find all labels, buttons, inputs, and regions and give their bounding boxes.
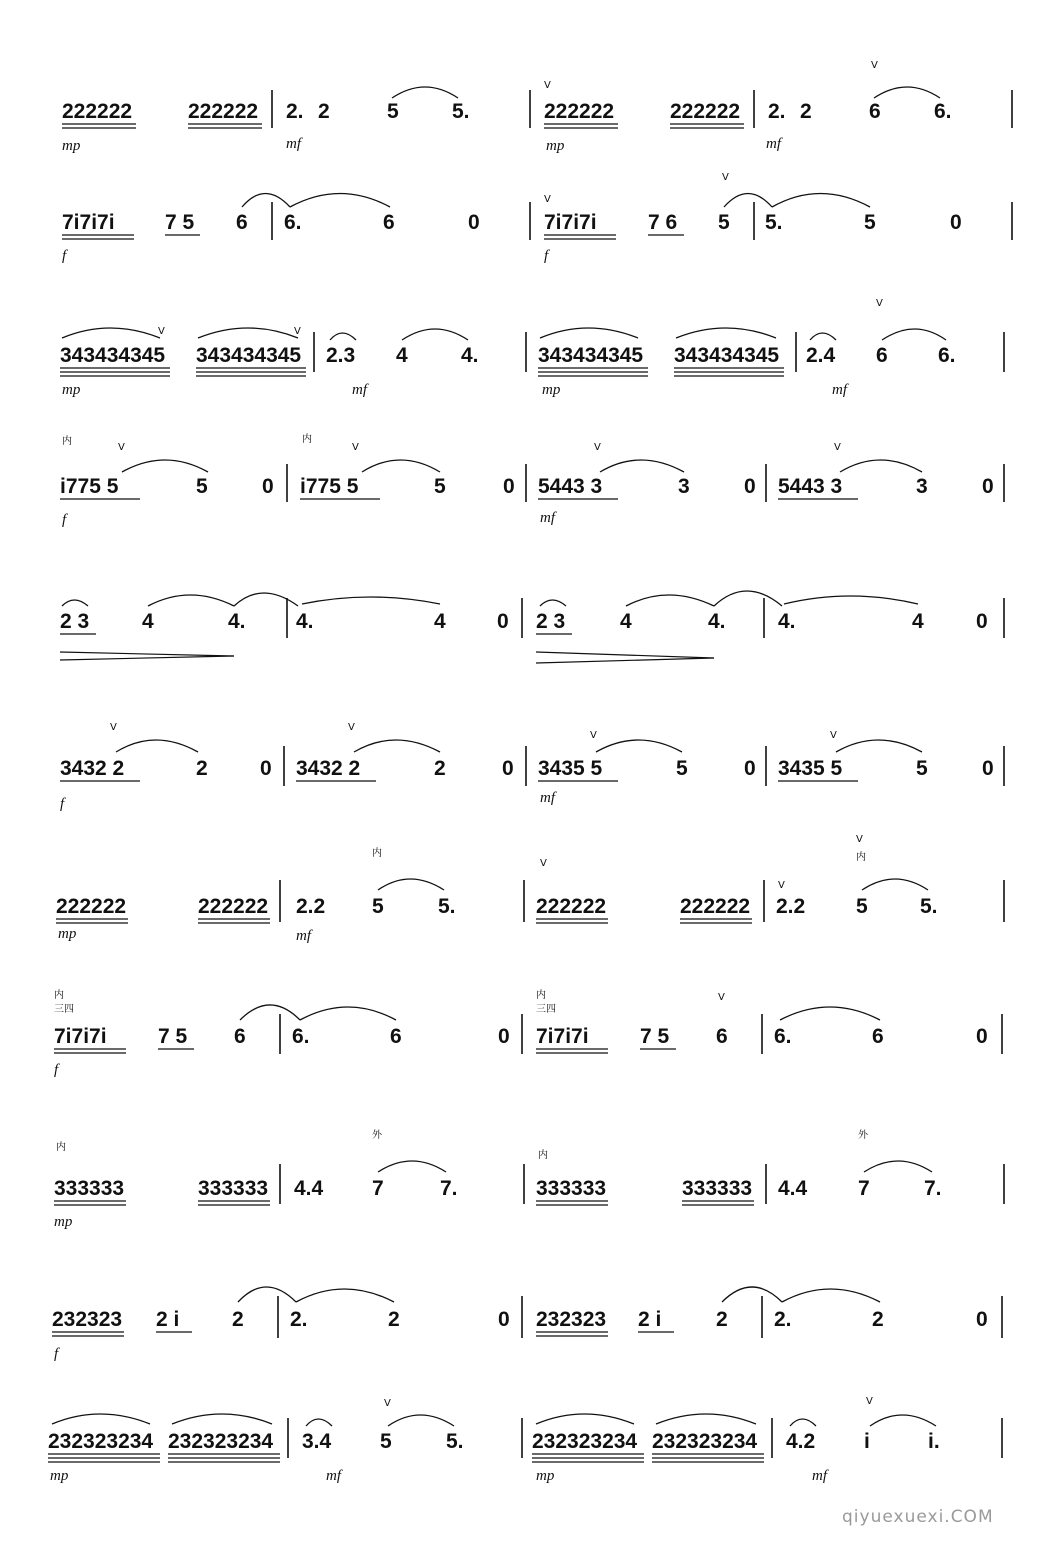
score-row-10 bbox=[52, 1287, 1002, 1362]
note-group: 343434345 bbox=[538, 344, 644, 367]
note: 5 bbox=[718, 211, 730, 234]
note: 4. bbox=[708, 610, 726, 633]
slur bbox=[62, 328, 160, 338]
slur bbox=[330, 333, 356, 340]
note: i. bbox=[928, 1430, 940, 1453]
slur bbox=[882, 329, 946, 340]
note: i bbox=[864, 1430, 870, 1453]
note-group: 333333 bbox=[536, 1177, 607, 1200]
score-row-1 bbox=[62, 60, 1012, 154]
note: 2 bbox=[318, 100, 330, 123]
note: 2.2 bbox=[776, 895, 806, 918]
note-group: 2 i bbox=[156, 1308, 180, 1331]
slur bbox=[724, 194, 772, 208]
note: 7. bbox=[924, 1177, 942, 1200]
dynamic-mark: mf bbox=[326, 1468, 341, 1484]
note: 0 bbox=[260, 757, 272, 780]
note-group: 222222 bbox=[680, 895, 751, 918]
note-group: 232323234 bbox=[532, 1430, 638, 1453]
slur bbox=[378, 1161, 446, 1172]
note: 2.3 bbox=[326, 344, 356, 367]
note: 0 bbox=[950, 211, 962, 234]
note: 4 bbox=[620, 610, 632, 633]
position-mark: 外 bbox=[372, 1130, 382, 1141]
note: 0 bbox=[498, 1308, 510, 1331]
slur bbox=[354, 740, 440, 752]
string-mark: 三四 bbox=[54, 1004, 74, 1015]
note-group: 7i7i7i bbox=[536, 1025, 589, 1048]
note-group: 7i7i7i bbox=[544, 211, 597, 234]
score-row-6 bbox=[60, 722, 1004, 812]
decrescendo-mark bbox=[536, 652, 714, 658]
position-mark: 内 bbox=[538, 1150, 548, 1161]
slur bbox=[790, 1419, 816, 1426]
note: 2. bbox=[290, 1308, 308, 1331]
note: 2. bbox=[774, 1308, 792, 1331]
dynamic-mark: f bbox=[544, 248, 549, 264]
watermark: qiyuexuexi.COM bbox=[842, 1507, 994, 1527]
position-mark: 内 bbox=[856, 852, 866, 863]
dynamic-mark: mp bbox=[50, 1468, 69, 1484]
dynamic-mark: mf bbox=[296, 928, 311, 944]
string-mark: 三四 bbox=[536, 1004, 556, 1015]
dynamic-mark: mp bbox=[546, 138, 565, 154]
dynamic-mark: mf bbox=[286, 136, 301, 152]
note-group: i775 5 bbox=[300, 475, 359, 498]
note-group: 5443 3 bbox=[778, 475, 843, 498]
note: 2 bbox=[388, 1308, 400, 1331]
note: 4. bbox=[778, 610, 796, 633]
note-group: i775 5 bbox=[60, 475, 119, 498]
slur bbox=[198, 328, 298, 338]
note-group: 7 6 bbox=[648, 211, 678, 234]
dynamic-mark: f bbox=[62, 248, 67, 264]
breath-mark: V bbox=[876, 298, 883, 309]
note-group: 222222 bbox=[62, 100, 133, 123]
dynamic-mark: mf bbox=[352, 382, 367, 398]
slur bbox=[600, 460, 684, 472]
note: 5 bbox=[864, 211, 876, 234]
note: 0 bbox=[498, 1025, 510, 1048]
slur bbox=[840, 460, 922, 472]
note: 5. bbox=[438, 895, 456, 918]
note: 4.2 bbox=[786, 1430, 816, 1453]
decrescendo-mark bbox=[60, 652, 234, 656]
note: 6. bbox=[774, 1025, 792, 1048]
note: 2 bbox=[232, 1308, 244, 1331]
note: 4 bbox=[396, 344, 408, 367]
note: 5 bbox=[916, 757, 928, 780]
note-group: 232323 bbox=[52, 1308, 123, 1331]
slur bbox=[402, 329, 468, 340]
note-group: 333333 bbox=[198, 1177, 269, 1200]
score-row-3 bbox=[60, 298, 1004, 398]
slur bbox=[122, 460, 208, 472]
note-group: 333333 bbox=[682, 1177, 753, 1200]
breath-mark: V bbox=[830, 730, 837, 741]
note: 5 bbox=[676, 757, 688, 780]
note: 5 bbox=[380, 1430, 392, 1453]
slur bbox=[536, 1414, 634, 1424]
score-row-7 bbox=[56, 834, 1004, 944]
slur bbox=[234, 593, 298, 606]
slur bbox=[540, 600, 566, 606]
note: 0 bbox=[503, 475, 515, 498]
note-group: 222222 bbox=[56, 895, 127, 918]
note: 2 bbox=[872, 1308, 884, 1331]
note: 4. bbox=[461, 344, 479, 367]
note: 0 bbox=[497, 610, 509, 633]
breath-mark: V bbox=[544, 194, 551, 205]
slur bbox=[864, 1161, 932, 1172]
note-group: 222222 bbox=[536, 895, 607, 918]
note: 0 bbox=[468, 211, 480, 234]
note-group: 222222 bbox=[670, 100, 741, 123]
note: 7. bbox=[440, 1177, 458, 1200]
note-group: 3432 2 bbox=[296, 757, 361, 780]
note: 4.4 bbox=[778, 1177, 808, 1200]
breath-mark: V bbox=[540, 858, 547, 869]
note: 0 bbox=[502, 757, 514, 780]
breath-mark: V bbox=[722, 172, 729, 183]
slur bbox=[676, 328, 776, 338]
breath-mark: V bbox=[834, 442, 841, 453]
breath-mark: V bbox=[158, 326, 165, 337]
breath-mark: V bbox=[118, 442, 125, 453]
slur bbox=[388, 1415, 454, 1426]
breath-mark: V bbox=[866, 1396, 873, 1407]
dynamic-mark: mf bbox=[540, 790, 555, 806]
note: 2. bbox=[286, 100, 304, 123]
slur bbox=[172, 1414, 272, 1424]
note-group: 222222 bbox=[198, 895, 269, 918]
slur bbox=[836, 740, 922, 752]
breath-mark: V bbox=[110, 722, 117, 733]
slur bbox=[296, 1289, 394, 1302]
slur bbox=[810, 333, 836, 340]
slur bbox=[874, 87, 940, 98]
note-group: 7 5 bbox=[640, 1025, 670, 1048]
slur bbox=[362, 460, 440, 472]
slur bbox=[240, 1005, 300, 1020]
slur bbox=[782, 1289, 880, 1302]
slur bbox=[870, 1415, 936, 1426]
slur bbox=[596, 740, 682, 752]
note: 4. bbox=[296, 610, 314, 633]
score-row-8 bbox=[54, 988, 1002, 1078]
note: 2 bbox=[196, 757, 208, 780]
breath-mark: V bbox=[348, 722, 355, 733]
slur bbox=[378, 879, 444, 890]
note: 6 bbox=[869, 100, 881, 123]
dynamic-mark: mf bbox=[812, 1468, 827, 1484]
slur bbox=[302, 597, 440, 604]
breath-mark: V bbox=[594, 442, 601, 453]
note: 3 bbox=[916, 475, 928, 498]
note: 6. bbox=[934, 100, 952, 123]
note-group: 7i7i7i bbox=[62, 211, 115, 234]
dynamic-mark: mf bbox=[766, 136, 781, 152]
score-row-9 bbox=[54, 1128, 1004, 1230]
dynamic-mark: mf bbox=[832, 382, 847, 398]
breath-mark: V bbox=[352, 442, 359, 453]
score-row-11 bbox=[48, 1396, 1002, 1484]
note: 2 bbox=[434, 757, 446, 780]
note: 4. bbox=[228, 610, 246, 633]
score-row-5 bbox=[60, 591, 1004, 663]
note: 2 bbox=[716, 1308, 728, 1331]
note: 6 bbox=[383, 211, 395, 234]
note-group: 232323234 bbox=[168, 1430, 274, 1453]
note-group: 232323234 bbox=[652, 1430, 758, 1453]
note: 2.2 bbox=[296, 895, 326, 918]
score-row-2 bbox=[62, 172, 1012, 264]
note: 5. bbox=[765, 211, 783, 234]
note: 5 bbox=[372, 895, 384, 918]
note-group: 3435 5 bbox=[538, 757, 603, 780]
note: 5. bbox=[452, 100, 470, 123]
note: 0 bbox=[982, 757, 994, 780]
note: 6. bbox=[292, 1025, 310, 1048]
note-group: 222222 bbox=[544, 100, 615, 123]
slur bbox=[392, 87, 458, 98]
decrescendo-mark bbox=[536, 658, 714, 663]
note: 4 bbox=[912, 610, 924, 633]
note: 0 bbox=[744, 757, 756, 780]
note-group: 3435 5 bbox=[778, 757, 843, 780]
note: 6 bbox=[872, 1025, 884, 1048]
breath-mark: V bbox=[294, 326, 301, 337]
note: 5 bbox=[196, 475, 208, 498]
note-group: 5443 3 bbox=[538, 475, 603, 498]
slur bbox=[238, 1287, 296, 1302]
position-mark: 内 bbox=[372, 848, 382, 859]
note-group: 3432 2 bbox=[60, 757, 125, 780]
slur bbox=[306, 1419, 332, 1426]
note: 0 bbox=[976, 1308, 988, 1331]
slur bbox=[148, 595, 234, 606]
note: 3 bbox=[678, 475, 690, 498]
slur bbox=[780, 1007, 880, 1020]
note-group: 343434345 bbox=[60, 344, 166, 367]
note: 4.4 bbox=[294, 1177, 324, 1200]
breath-mark: V bbox=[778, 880, 785, 891]
note: 6 bbox=[716, 1025, 728, 1048]
note-group: 7 5 bbox=[158, 1025, 188, 1048]
note-group: 2 3 bbox=[536, 610, 566, 633]
note: 5 bbox=[387, 100, 399, 123]
position-mark: 内 bbox=[56, 1142, 66, 1153]
note-group: 343434345 bbox=[674, 344, 780, 367]
note: 5 bbox=[434, 475, 446, 498]
dynamic-mark: mp bbox=[54, 1214, 73, 1230]
note: 6 bbox=[236, 211, 248, 234]
note: 4 bbox=[434, 610, 446, 633]
slur bbox=[784, 596, 918, 604]
note: 5. bbox=[446, 1430, 464, 1453]
note: 2 bbox=[800, 100, 812, 123]
note-group: 2 i bbox=[638, 1308, 662, 1331]
note: 4 bbox=[142, 610, 154, 633]
slur bbox=[116, 740, 198, 752]
slur bbox=[656, 1414, 756, 1424]
slur bbox=[62, 600, 88, 606]
slur bbox=[714, 591, 782, 606]
note: 6. bbox=[938, 344, 956, 367]
note-group: 222222 bbox=[188, 100, 259, 123]
position-mark: 内 bbox=[54, 990, 64, 1001]
position-mark: 外 bbox=[858, 1130, 868, 1141]
note-group: 7i7i7i bbox=[54, 1025, 107, 1048]
position-mark: 内 bbox=[302, 434, 312, 445]
breath-mark: V bbox=[856, 834, 863, 845]
slur bbox=[722, 1287, 782, 1302]
dynamic-mark: f bbox=[60, 796, 65, 812]
note-group: 2 3 bbox=[60, 610, 90, 633]
slur bbox=[52, 1414, 150, 1424]
position-mark: 内 bbox=[536, 990, 546, 1001]
slur bbox=[626, 595, 714, 606]
slur bbox=[772, 194, 870, 208]
note: 0 bbox=[976, 1025, 988, 1048]
note: 6 bbox=[876, 344, 888, 367]
dynamic-mark: mp bbox=[542, 382, 561, 398]
note: 6. bbox=[284, 211, 302, 234]
breath-mark: V bbox=[718, 992, 725, 1003]
note-group: 333333 bbox=[54, 1177, 125, 1200]
note: 0 bbox=[744, 475, 756, 498]
note: 7 bbox=[858, 1177, 870, 1200]
breath-mark: V bbox=[544, 80, 551, 91]
note-group: 343434345 bbox=[196, 344, 302, 367]
dynamic-mark: mp bbox=[62, 382, 81, 398]
note: 5. bbox=[920, 895, 938, 918]
dynamic-mark: mp bbox=[536, 1468, 555, 1484]
note-group: 232323234 bbox=[48, 1430, 154, 1453]
dynamic-mark: f bbox=[54, 1346, 59, 1362]
dynamic-mark: f bbox=[54, 1062, 59, 1078]
position-mark: 内 bbox=[62, 436, 72, 447]
breath-mark: V bbox=[384, 1398, 391, 1409]
dynamic-mark: f bbox=[62, 512, 67, 528]
note: 0 bbox=[982, 475, 994, 498]
decrescendo-mark bbox=[60, 656, 234, 660]
slur bbox=[540, 328, 638, 338]
note: 0 bbox=[262, 475, 274, 498]
note: 5 bbox=[856, 895, 868, 918]
note: 6 bbox=[390, 1025, 402, 1048]
note: 2.4 bbox=[806, 344, 836, 367]
note-group: 7 5 bbox=[165, 211, 195, 234]
slur bbox=[300, 1007, 396, 1020]
note: 2. bbox=[768, 100, 786, 123]
breath-mark: V bbox=[871, 60, 878, 71]
dynamic-mark: mp bbox=[58, 926, 77, 942]
note: 6 bbox=[234, 1025, 246, 1048]
slur bbox=[862, 879, 928, 890]
note: 7 bbox=[372, 1177, 384, 1200]
note: 0 bbox=[976, 610, 988, 633]
slur bbox=[290, 194, 390, 208]
note-group: 232323 bbox=[536, 1308, 607, 1331]
dynamic-mark: mp bbox=[62, 138, 81, 154]
score-row-4 bbox=[60, 432, 1004, 528]
dynamic-mark: mf bbox=[540, 510, 555, 526]
note: 3.4 bbox=[302, 1430, 332, 1453]
slur bbox=[242, 194, 290, 208]
breath-mark: V bbox=[590, 730, 597, 741]
